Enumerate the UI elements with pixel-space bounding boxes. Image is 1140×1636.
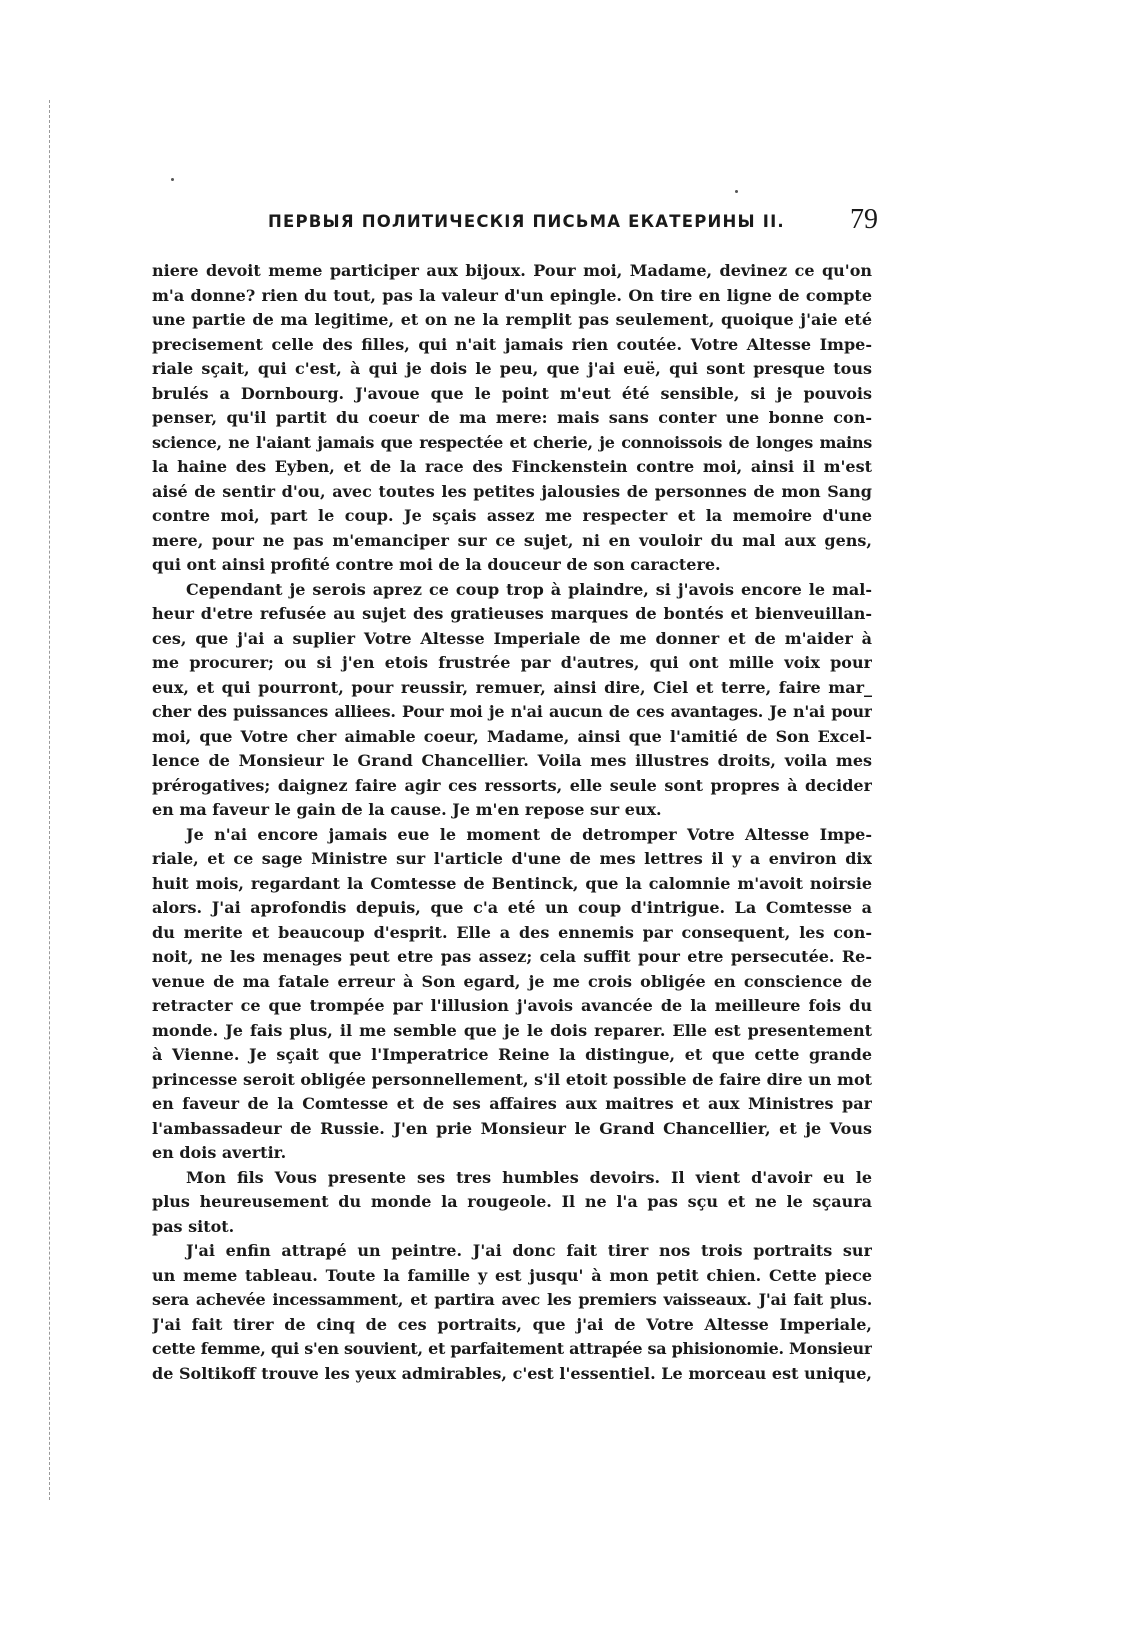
text-line: l'ambassadeur de Russie. J'en prie Monsieur le Grand Chancellier, et je Vous xyxy=(152,1118,872,1138)
text-line: monde. Je fais plus, il me semble que je le dois reparer. Elle est presentement xyxy=(152,1020,872,1040)
text-line: prérogatives; daignez faire agir ces ressorts, elle seule sont propres à decider xyxy=(152,775,872,795)
text-line: aisé de sentir d'ou, avec toutes les petites jalousies de personnes de mon Sang xyxy=(152,481,872,501)
text-line: riale, et ce sage Ministre sur l'article d'une de mes lettres il y a environ dix xyxy=(152,849,872,868)
text-line: cher des puissances alliees. Pour moi je n'ai aucun de ces avantages. Je n'ai pour xyxy=(152,702,872,721)
paragraph xyxy=(152,259,872,578)
text-line: noit, ne les menages peut etre pas assez; cela suffit pour etre persecutée. Re- xyxy=(152,947,872,966)
text-line: retracter ce que trompée par l'illusion j'avois avancée de la meilleure fois du xyxy=(152,996,872,1015)
running-head: ПЕРВЫЯ ПОЛИТИЧЕСКІЯ ПИСЬМА ЕКАТЕРИНЫ II. xyxy=(268,212,785,231)
paragraph xyxy=(152,578,872,823)
paragraph xyxy=(152,1166,872,1240)
text-line: de Soltikoff trouve les yeux admirables, c'est l'essentiel. Le morceau est unique, xyxy=(152,1363,872,1383)
text-line: du merite et beaucoup d'esprit. Elle a des ennemis par consequent, les con- xyxy=(152,922,872,942)
text-line: mere, pour ne pas m'emanciper sur ce sujet, ni en vouloir du mal aux gens, xyxy=(152,530,872,550)
text-line: Je n'ai encore jamais eue le moment de detromper Votre Altesse Impe- xyxy=(186,824,872,844)
text-line: contre moi, part le coup. Je sçais assez me respecter et la memoire d'une xyxy=(152,506,872,525)
text-line: plus heureusement du monde la rougeole. Il ne l'a pas sçu et ne le sçaura xyxy=(152,1192,872,1211)
text-line: J'ai enfin attrapé un peintre. J'ai donc fait tirer nos trois portraits sur xyxy=(186,1241,872,1260)
text-line: me procurer; ou si j'en etois frustrée par d'autres, qui ont mille voix pour xyxy=(152,653,872,672)
text-line: Cependant je serois aprez ce coup trop à plaindre, si j'avois encore le mal- xyxy=(186,579,872,599)
text-line: princesse seroit obligée personnellement, s'il etoit possible de faire dire un mot xyxy=(152,1069,872,1089)
scan-dot xyxy=(735,190,738,193)
text-line: lence de Monsieur le Grand Chancellier. Voila mes illustres droits, voila mes xyxy=(152,751,872,770)
scan-dot xyxy=(171,178,174,181)
text-line: moi, que Votre cher aimable coeur, Madame, ainsi que l'amitié de Son Excel- xyxy=(152,726,872,746)
text-line: la haine des Eyben, et de la race des Finckenstein contre moi, ainsi il m'est xyxy=(152,457,872,476)
text-line: m'a donne? rien du tout, pas la valeur d'un epingle. On tire en ligne de compte xyxy=(152,285,872,305)
text-line: en dois avertir. xyxy=(152,1143,287,1162)
scan-edge-mark xyxy=(49,100,50,1500)
text-line: sera achevée incessamment, et partira avec les premiers vaisseaux. J'ai fait plus. xyxy=(152,1290,872,1309)
text-line: ces, que j'ai a suplier Votre Altesse Imperiale de me donner et de m'aider à xyxy=(152,628,872,648)
text-line: cette femme, qui s'en souvient, et parfaitement attrapée sa phisionomie. Monsieur xyxy=(152,1339,872,1358)
text-line: pas sitot. xyxy=(152,1216,235,1236)
text-line: un meme tableau. Toute la famille y est jusqu' à mon petit chien. Cette piece xyxy=(152,1265,872,1285)
text-line: une partie de ma legitime, et on ne la remplit pas seulement, quoique j'aie eté xyxy=(152,310,872,329)
text-line: en faveur de la Comtesse et de ses affaires aux maitres et aux Ministres par xyxy=(152,1094,872,1113)
text-line: à Vienne. Je sçait que l'Imperatrice Reine la distingue, et que cette grande xyxy=(152,1045,872,1064)
text-line: precisement celle des filles, qui n'ait jamais rien coutée. Votre Altesse Impe- xyxy=(152,334,872,354)
text-line: science, ne l'aiant jamais que respectée et cherie, je connoissois de longes mains xyxy=(152,432,872,452)
text-line: en ma faveur le gain de la cause. Je m'en repose sur eux. xyxy=(152,800,662,819)
paragraph xyxy=(152,1239,872,1386)
text-line: Mon fils Vous presente ses tres humbles devoirs. Il vient d'avoir eu le xyxy=(186,1167,872,1187)
text-line: venue de ma fatale erreur à Son egard, je me crois obligée en conscience de xyxy=(152,971,872,991)
text-line: J'ai fait tirer de cinq de ces portraits, que j'ai de Votre Altesse Imperiale, xyxy=(152,1314,872,1334)
page-number: 79 xyxy=(850,204,878,235)
body-text xyxy=(152,259,872,1386)
text-line: heur d'etre refusée au sujet des gratieuses marques de bontés et bienveuillan- xyxy=(152,604,872,623)
text-line: qui ont ainsi profité contre moi de la douceur de son caractere. xyxy=(152,555,721,574)
paragraph xyxy=(152,823,872,1166)
text-line: eux, et qui pourront, pour reussir, remuer, ainsi dire, Ciel et terre, faire mar_ xyxy=(152,677,872,697)
text-line: huit mois, regardant la Comtesse de Bentinck, que la calomnie m'avoit noirsie xyxy=(152,873,872,893)
text-line: brulés a Dornbourg. J'avoue que le point m'eut été sensible, si je pouvois xyxy=(152,383,872,403)
text-line: niere devoit meme participer aux bijoux. Pour moi, Madame, devinez ce qu'on xyxy=(152,261,872,280)
text-line: alors. J'ai aprofondis depuis, que c'a eté un coup d'intrigue. La Comtesse a xyxy=(152,898,872,917)
text-line: riale sçait, qui c'est, à qui je dois le peu, que j'ai euë, qui sont presque tous xyxy=(152,359,872,378)
text-line: penser, qu'il partit du coeur de ma mere: mais sans conter une bonne con- xyxy=(152,408,872,427)
